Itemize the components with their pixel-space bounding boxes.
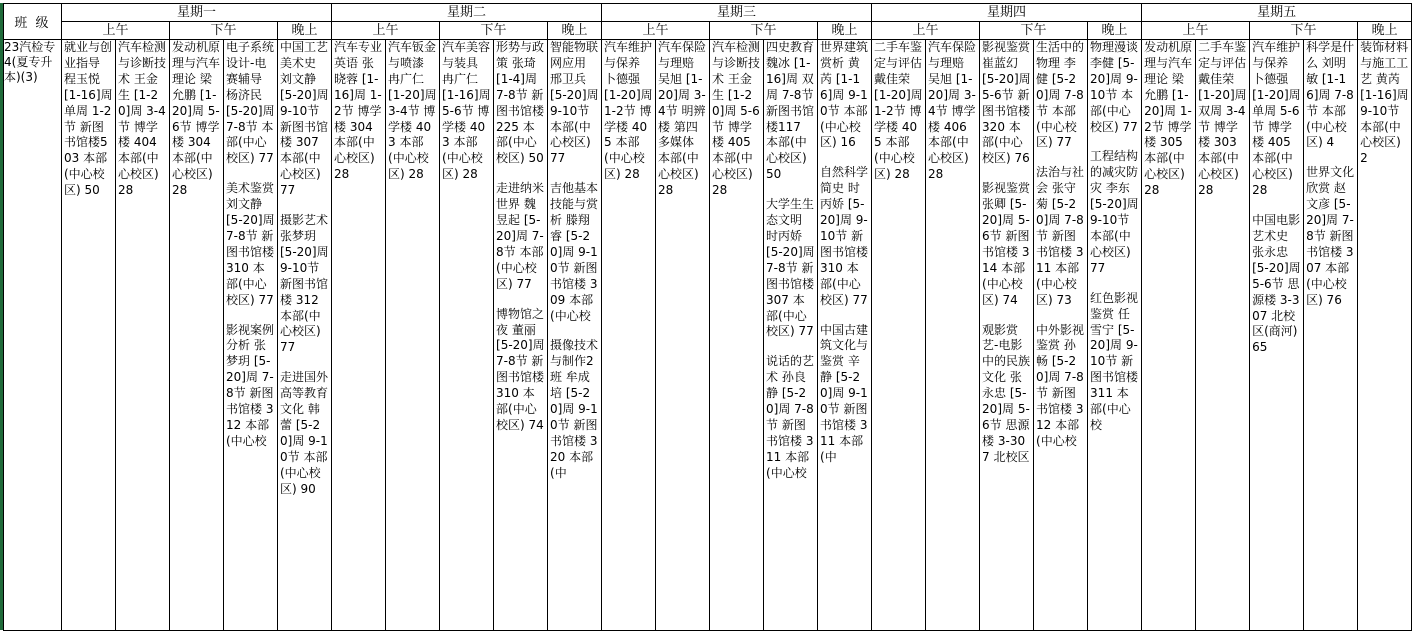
course-entry: 汽车美容与装具 冉广仁 [1-16]周 5-6节 博学楼 403 本部(中心校区) 28 bbox=[442, 40, 495, 182]
course-entry: 红色影视鉴赏 任雪宁 [5-20]周 9-10节 新图书馆楼 311 本部(中心校 bbox=[1090, 290, 1142, 432]
course-entry: 智能物联网应用 邢卫兵 [5-20]周 9-10节 本部(中心校区) 77 bbox=[550, 40, 603, 166]
course-cell bbox=[710, 40, 764, 631]
slot-morning-tue: 上午 bbox=[332, 22, 440, 40]
course-cell bbox=[278, 40, 332, 631]
course-entry: 四史教育 魏冰 [1-16]周 双周 7-8节 新图书馆楼117 本部(中心校区) 50 bbox=[766, 40, 818, 182]
course-entry: 汽车维护与保养 卜德强 [1-20]周 1-2节 博学楼 405 本部(中心校区) 28 bbox=[604, 40, 657, 182]
course-entry: 二手车鉴定与评估 戴佳荣 [1-20]周 1-2节 博学楼 405 本部(中心校区) 28 bbox=[874, 40, 927, 182]
course-cell bbox=[1196, 40, 1250, 631]
course-entry: 说话的艺术 孙良静 [5-20]周 7-8节 新图书馆楼 311 本部(中心校 bbox=[766, 354, 815, 480]
course-cell bbox=[1358, 40, 1412, 631]
course-entry: 观影赏艺-电影中的民族文化 张永忠 [5-20]周 5-6节 思源楼 3-307 北校区 bbox=[982, 322, 1031, 464]
day-header-mon: 星期一 bbox=[62, 4, 332, 22]
course-entry: 物理漫谈 李健 [5-20]周 9-10节 本部(中心校区) 77 bbox=[1090, 40, 1142, 134]
course-entry: 科学是什么 刘明敏 [1-16]周 7-8节 本部(中心校区) 4 bbox=[1306, 40, 1355, 150]
course-entry: 电子系统设计-电赛辅导 杨济民 [5-20]周 7-8节 本部(中心校区) 77 bbox=[226, 40, 279, 166]
day-header-row bbox=[4, 4, 1412, 22]
course-cell bbox=[656, 40, 710, 631]
course-entry: 生活中的物理 李健 [5-20]周 7-8节 本部(中心校区) 77 bbox=[1036, 40, 1085, 150]
course-entry: 汽车钣金与喷漆 冉广仁 [1-20]周 3-4节 博学楼 403 本部(中心校区) 28 bbox=[388, 40, 441, 182]
course-entry: 吉他基本技能与赏析 滕翔睿 [5-20]周 9-10节 新图书馆楼 309 本部(中心校 bbox=[550, 181, 599, 323]
course-entry: 摄影艺术 张梦玥 [5-20]周 9-10节 新图书馆楼 312 本部(中心校区) 77 bbox=[280, 213, 333, 355]
day-header-tue: 星期二 bbox=[332, 4, 602, 22]
slot-morning-mon: 上午 bbox=[62, 22, 170, 40]
slot-afternoon-tue: 下午 bbox=[440, 22, 548, 40]
course-entry: 发动机原理与汽车理论 梁允鹏 [1-20]周 1-2节 博学楼 305 本部(中心校区) 28 bbox=[1144, 40, 1193, 198]
course-entry: 汽车保险与理赔 吴旭 [1-20]周 3-4节 明辨楼 第四多媒体 本部(中心校区) 28 bbox=[658, 40, 707, 198]
course-cell bbox=[116, 40, 170, 631]
course-cell bbox=[818, 40, 872, 631]
course-cell bbox=[764, 40, 818, 631]
course-entry: 美术鉴赏 刘文静 [5-20]周 7-8节 新图书馆楼 310 本部(中心校区) 77 bbox=[226, 181, 279, 307]
course-entry: 影视鉴赏 张卿 [5-20]周 5-6节 新图书馆楼 314 本部(中心校区) 74 bbox=[982, 181, 1034, 307]
course-entry: 走进国外高等教育文化 韩蕾 [5-20]周 9-10节 本部(中心校区) 90 bbox=[280, 370, 329, 496]
course-entry: 博物馆之夜 董丽 [5-20]周 7-8节 新图书馆楼 310 本部(中心校区) 74 bbox=[496, 306, 549, 432]
course-cell bbox=[1142, 40, 1196, 631]
course-entry: 二手车鉴定与评估 戴佳荣 [1-20]周 双周 3-4节 博学楼 303 本部(中心校区) 28 bbox=[1198, 40, 1251, 198]
course-entry: 法治与社会 张守菊 [5-20]周 7-8节 新图书馆楼 311 本部(中心校区) 73 bbox=[1036, 165, 1085, 307]
course-cell bbox=[1088, 40, 1142, 631]
course-entry: 自然科学简史 时丙娇 [5-20]周 9-10节 新图书馆楼 310 本部(中心校区) 77 bbox=[820, 165, 872, 307]
course-cell bbox=[62, 40, 116, 631]
course-cell bbox=[1034, 40, 1088, 631]
course-entry: 汽车检测与诊断技术 王金生 [1-20]周 3-4节 博学楼 404 本部(中心校区) 28 bbox=[118, 40, 167, 198]
course-entry: 汽车检测与诊断技术 王金生 [1-20]周 5-6节 博学楼 405 本部(中心校区) 28 bbox=[712, 40, 761, 198]
slot-evening-mon: 晚上 bbox=[278, 22, 332, 40]
course-entry: 世界建筑赏析 黄芮 [1-16]周 9-10节 本部(中心校区) 16 bbox=[820, 40, 869, 150]
course-cell bbox=[872, 40, 926, 631]
course-timetable bbox=[3, 3, 1412, 631]
slot-header-row bbox=[4, 22, 1412, 40]
course-entry: 汽车保险与理赔 吴旭 [1-20]周 3-4节 博学楼 406 本部(中心校区) 28 bbox=[928, 40, 977, 182]
course-cell bbox=[332, 40, 386, 631]
course-cell bbox=[386, 40, 440, 631]
course-cell bbox=[494, 40, 548, 631]
course-entry: 影视鉴赏 崔蓝幻 [5-20]周 5-6节 新图书馆楼 320 本部(中心校区) 76 bbox=[982, 40, 1035, 166]
course-cell bbox=[224, 40, 278, 631]
course-entry: 中国电影艺术史 张永忠 [5-20]周 5-6节 思源楼 3-307 北校区(商河) 65 bbox=[1252, 213, 1305, 355]
course-entry: 形势与政策 张琦 [1-4]周 7-8节 新图书馆楼225 本部(中心校区) 50 bbox=[496, 40, 545, 166]
course-cell bbox=[926, 40, 980, 631]
course-entry: 世界文化欣赏 赵文彦 [5-20]周 7-8节 新图书馆楼 307 本部(中心校区) 76 bbox=[1306, 165, 1355, 307]
course-entry: 影视案例分析 张梦玥 [5-20]周 7-8节 新图书馆楼 312 本部(中心校 bbox=[226, 322, 275, 448]
course-entry: 中国工艺美术史 刘文静 [5-20]周 9-10节 新图书馆楼 307 本部(中心校区) 77 bbox=[280, 40, 333, 198]
course-entry: 工程结构的减灾防灾 李东 [5-20]周 9-10节 本部(中心校区) 77 bbox=[1090, 149, 1143, 275]
slot-evening-fri: 晚上 bbox=[1358, 22, 1412, 40]
course-entry: 汽车专业英语 张晓蓉 [1-16]周 1-2节 博学楼 304 本部(中心校区) 28 bbox=[334, 40, 383, 182]
course-entry: 摄像技术与制作2班 牟成培 [5-20]周 9-10节 新图书馆楼 320 本部(中 bbox=[550, 338, 599, 480]
course-entry: 大学生生态文明 时丙娇 [5-20]周 7-8节 新图书馆楼 307 本部(中心校区) 77 bbox=[766, 197, 819, 339]
class-column-header: 班 级 bbox=[4, 4, 62, 40]
course-entry: 中国古建筑文化与鉴赏 辛静 [5-20]周 9-10节 新图书馆楼 311 本部(中 bbox=[820, 322, 869, 464]
course-cell bbox=[170, 40, 224, 631]
course-entry: 汽车维护与保养 卜德强 [1-20]周 单周 5-6节 博学楼 405 本部(中心校区) 28 bbox=[1252, 40, 1305, 198]
course-entry: 走进纳米世界 魏昱起 [5-20]周 7-8节 本部(中心校区) 77 bbox=[496, 181, 545, 291]
slot-afternoon-fri: 下午 bbox=[1250, 22, 1358, 40]
course-cell bbox=[440, 40, 494, 631]
slot-afternoon-thu: 下午 bbox=[980, 22, 1088, 40]
slot-morning-wed: 上午 bbox=[602, 22, 710, 40]
course-cell bbox=[548, 40, 602, 631]
slot-afternoon-wed: 下午 bbox=[710, 22, 818, 40]
course-entry: 发动机原理与汽车理论 梁允鹏 [1-20]周 5-6节 博学楼 304 本部(中心校区) 28 bbox=[172, 40, 221, 198]
course-cell bbox=[980, 40, 1034, 631]
slot-afternoon-mon: 下午 bbox=[170, 22, 278, 40]
slot-evening-thu: 晚上 bbox=[1088, 22, 1142, 40]
course-entry: 就业与创业指导 程玉悦 [1-16]周 单周 1-2节 新图书馆楼503 本部(中心校区) 50 bbox=[64, 40, 117, 198]
day-header-thu: 星期四 bbox=[872, 4, 1142, 22]
slot-morning-fri: 上午 bbox=[1142, 22, 1250, 40]
course-cell bbox=[602, 40, 656, 631]
slot-morning-thu: 上午 bbox=[872, 22, 980, 40]
course-cell bbox=[1250, 40, 1304, 631]
slot-evening-tue: 晚上 bbox=[548, 22, 602, 40]
day-header-wed: 星期三 bbox=[602, 4, 872, 22]
course-entry: 中外影视鉴赏 孙畅 [5-20]周 7-8节 新图书馆楼 312 本部(中心校 bbox=[1036, 322, 1085, 448]
day-header-fri: 星期五 bbox=[1142, 4, 1412, 22]
course-cell bbox=[1304, 40, 1358, 631]
class-name-cell: 23汽检专4(夏专升本)(3) bbox=[4, 40, 62, 631]
slot-evening-wed: 晚上 bbox=[818, 22, 872, 40]
class-schedule-row bbox=[4, 40, 1412, 631]
course-entry: 装饰材料与施工工艺 黄芮 [1-16]周 9-10节 本部(中心校区) 2 bbox=[1360, 40, 1413, 166]
